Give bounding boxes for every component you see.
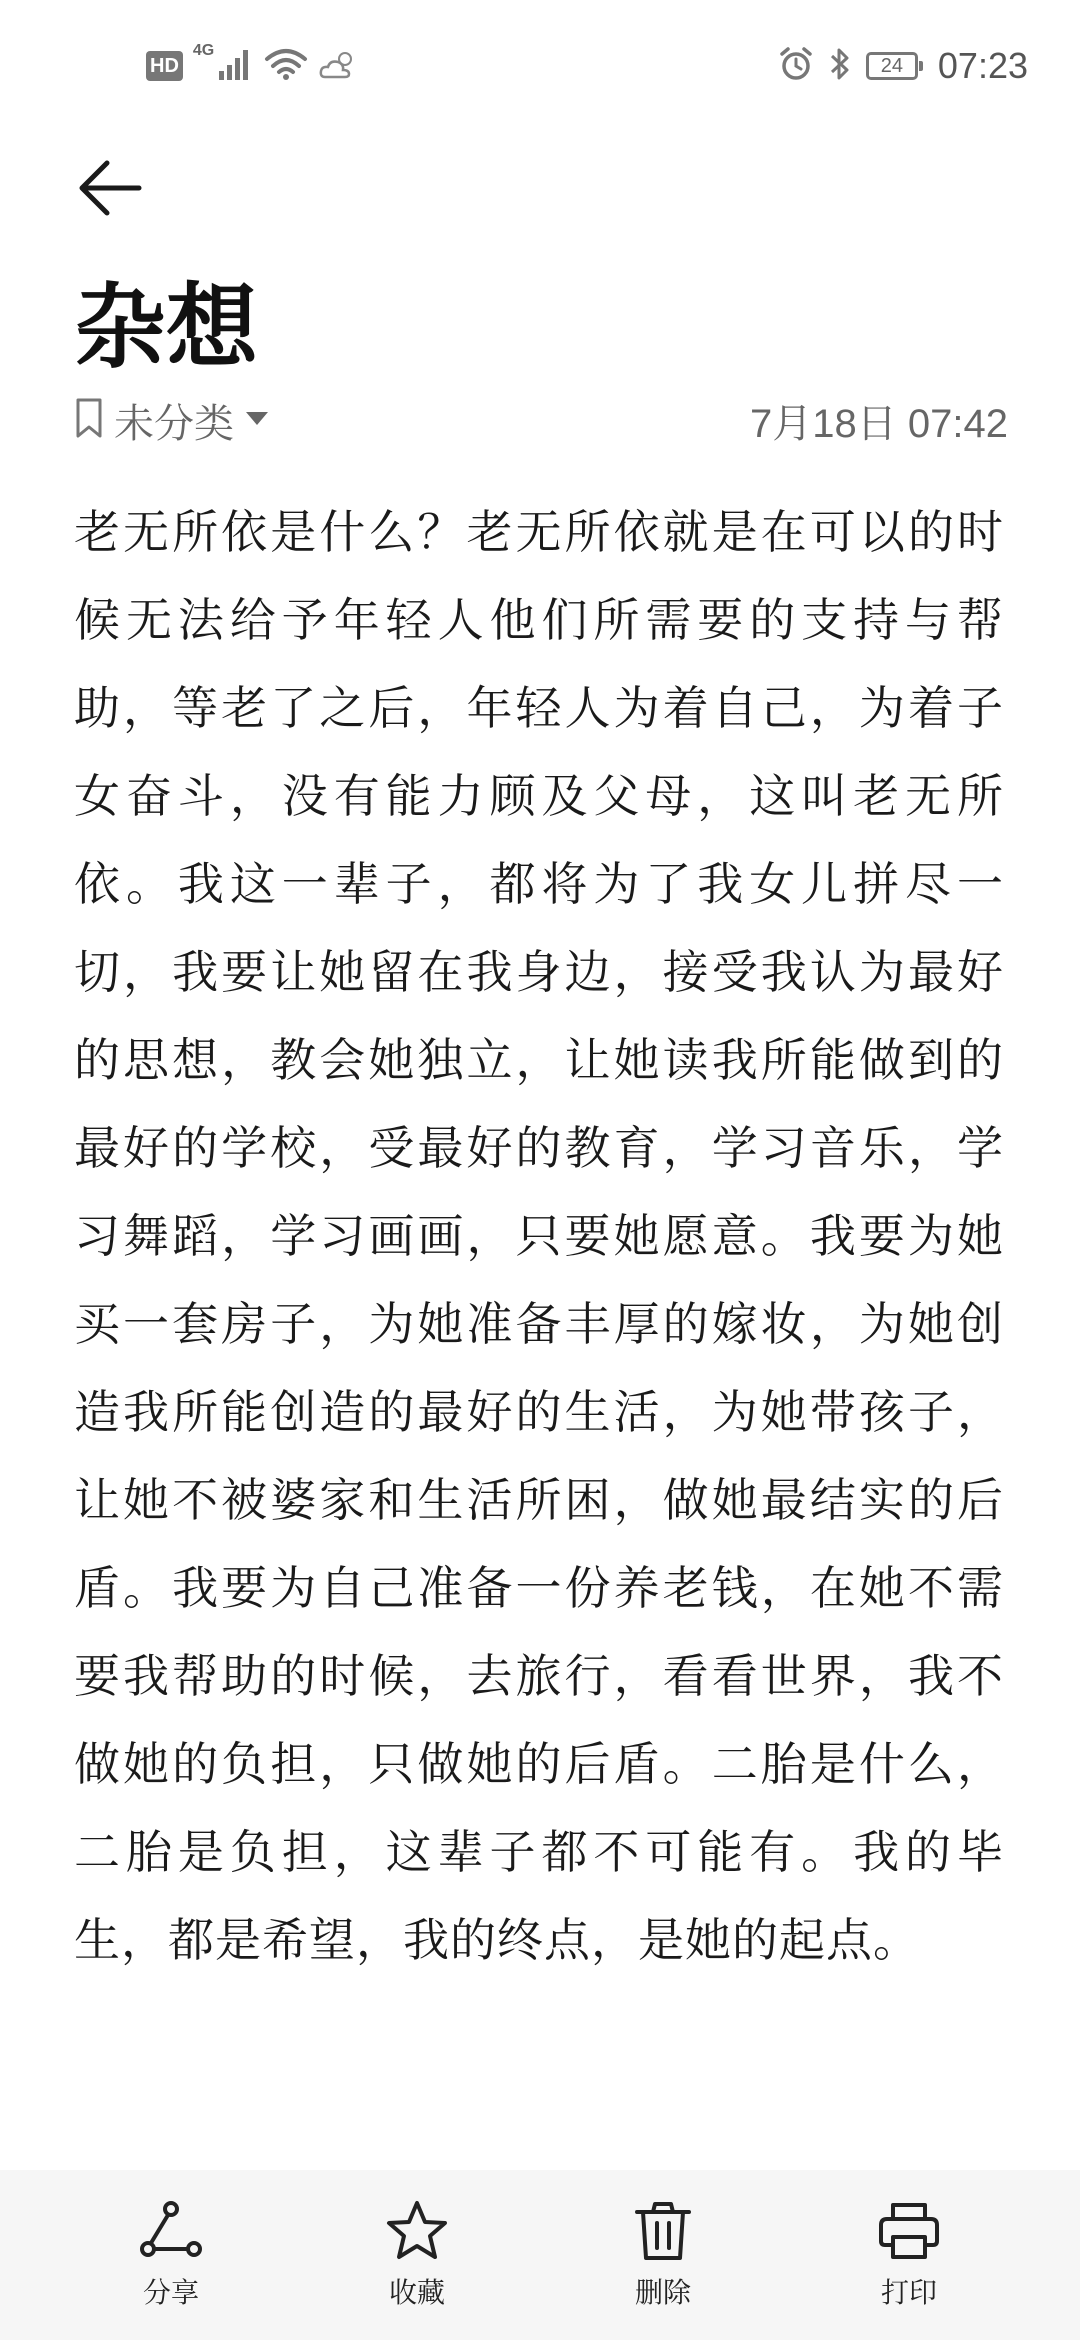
note-title[interactable]: 杂想 [74,274,259,381]
share-label: 分享 [142,2276,199,2309]
delete-button[interactable] [583,2199,743,2311]
printer-icon [877,2199,941,2263]
status-clock: 07:23 [937,45,1028,86]
weather-icon [318,47,358,85]
battery-level: 24 [880,55,904,77]
back-button[interactable] [70,150,150,230]
favorite-button[interactable] [337,2199,497,2311]
arrow-left-icon [77,158,143,222]
status-bar-right [778,40,1028,92]
note-date: 7月18日 07:42 [750,401,1008,446]
bluetooth-icon [828,46,852,86]
share-icon [139,2199,203,2263]
category-selector[interactable] [74,392,270,449]
alarm-icon [778,46,814,86]
star-icon [385,2199,449,2263]
wifi-icon [264,47,308,85]
bookmark-icon [74,397,104,443]
print-button[interactable] [829,2199,989,2311]
share-button[interactable] [91,2199,251,2311]
note-content[interactable]: 老无所依是什么？老无所依就是在可以的时候无法给予年轻人他们所需要的支持与帮助，等老了之后，年轻人为着自己，为着子女奋斗，没有能力顾及父母，这叫老无所依。我这一辈子，都将为了我女儿拼尽一切，我要让她留在我身边，接受我认为最好的思想，教会她独立，让她读我所能做到的最好的学校，受最好的教育，学习音乐，学习舞蹈，学习画画，只要她愿意。我要为她买一套房子，为她准备丰厚的嫁妆，为她创造我所能创造的最好的生活，为她带孩子，让她不被婆家和生活所困，做她最结实的后盾。我要为自己准备一份养老钱，在她不需要我帮助的时候，去旅行，看看世界，我不做她的负担，只做她的后盾。二胎是什么，二胎是负担，这辈子都不可能有。我的毕生，都是希望，我的终点，是她的起点。 [74,505,1004,1967]
status-bar-left [146,44,358,88]
hd-icon: HD [146,51,183,81]
print-label: 打印 [880,2276,937,2309]
delete-label: 删除 [634,2276,691,2309]
caret-down-icon [244,408,270,432]
favorite-label: 收藏 [388,2276,445,2309]
bottom-toolbar [0,2170,1080,2340]
note-meta-row [74,390,1008,450]
status-bar [0,0,1080,132]
category-label: 未分类 [114,400,234,447]
battery-icon [866,52,918,80]
network-type-label: 4G [192,42,215,59]
trash-icon [631,2199,695,2263]
signal-icon [218,47,254,85]
